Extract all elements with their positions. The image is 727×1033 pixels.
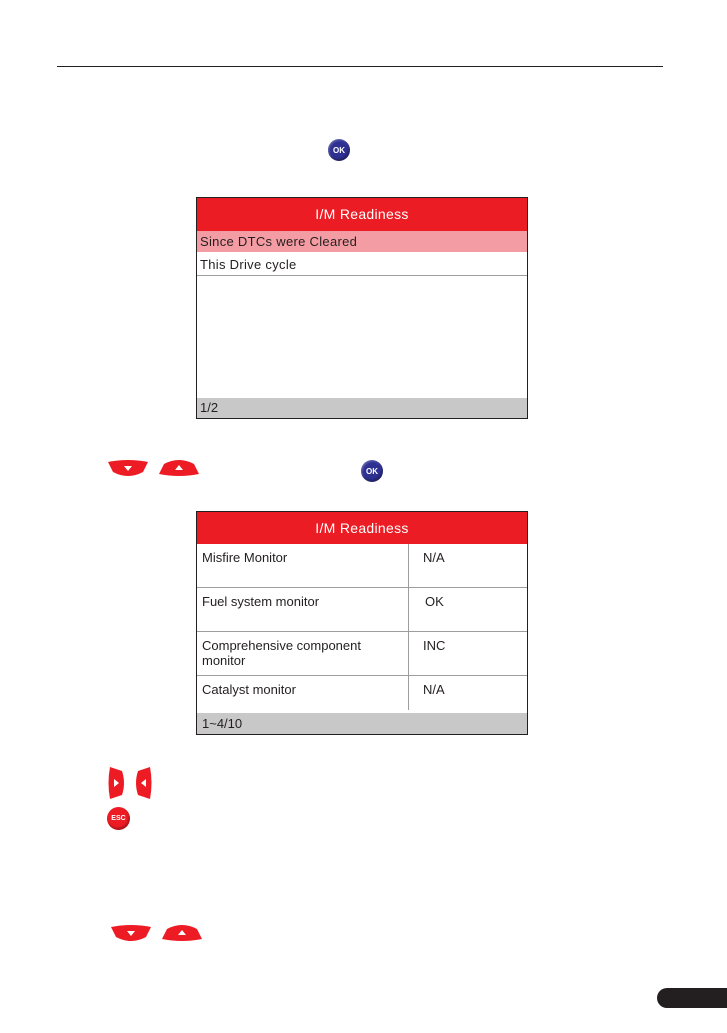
screen-readiness-status [196, 511, 528, 735]
menu-item-since-dtcs-cleared[interactable]: Since DTCs were Cleared [197, 231, 527, 252]
ok-button-icon [361, 460, 383, 482]
screen-title: I/M Readiness [197, 512, 527, 544]
ok-icon-label: OK [366, 466, 378, 476]
up-arrow-button-icon [161, 923, 203, 941]
monitor-name: Catalyst monitor [202, 682, 296, 697]
monitor-status: INC [423, 638, 446, 653]
header-rule [57, 66, 663, 67]
right-arrow-button-icon [108, 766, 126, 800]
monitor-status: N/A [423, 682, 445, 697]
column-divider [408, 544, 409, 710]
down-arrow-button-icon [107, 460, 149, 478]
esc-button-icon [107, 807, 130, 830]
monitor-name: Comprehensive component monitor [202, 638, 361, 668]
ok-button-icon [328, 139, 350, 161]
ok-icon-label: OK [333, 145, 345, 155]
table-row [197, 632, 527, 676]
monitor-name: Fuel system monitor [202, 594, 320, 609]
table-row [197, 588, 527, 632]
monitor-status: N/A [423, 550, 445, 565]
monitor-status: OK [425, 594, 444, 609]
screen-title: I/M Readiness [197, 198, 527, 231]
screen-footer-page: 1~4/10 [197, 713, 527, 734]
page-number-tab [657, 988, 727, 1008]
down-arrow-button-icon [110, 925, 152, 943]
screen-readiness-menu [196, 197, 528, 419]
up-arrow-button-icon [158, 458, 200, 476]
screen-footer-page: 1/2 [197, 398, 527, 418]
table-row [197, 676, 527, 712]
monitor-name: Misfire Monitor [202, 550, 288, 565]
esc-icon-label: ESC [111, 815, 126, 822]
menu-item-this-drive-cycle[interactable]: This Drive cycle [197, 253, 527, 276]
left-arrow-button-icon [134, 766, 152, 800]
table-row [197, 544, 527, 588]
